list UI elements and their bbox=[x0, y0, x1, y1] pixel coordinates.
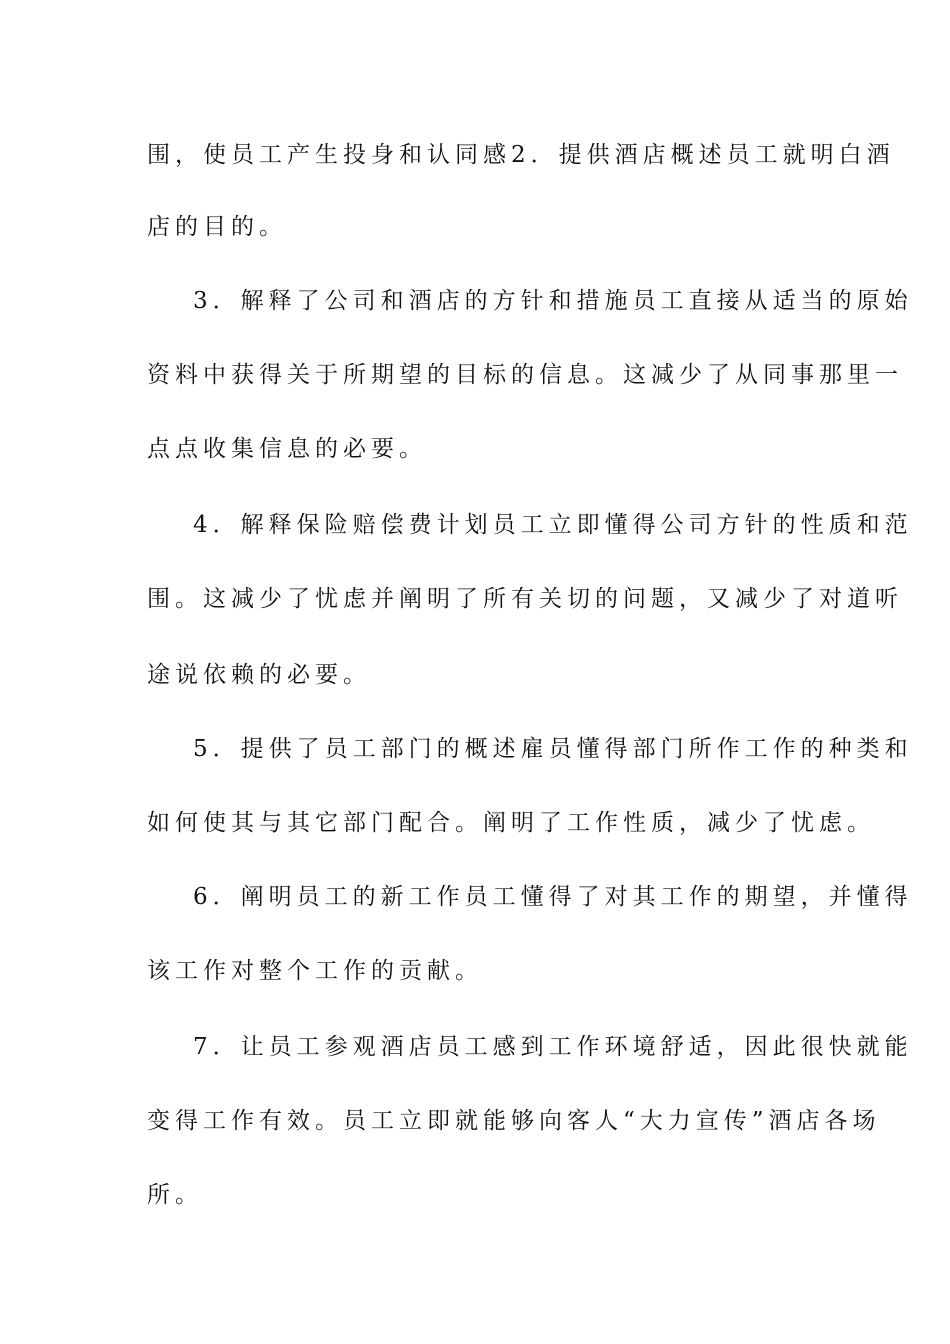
text-line: 4．解释保险赔偿费计划员工立即懂得公司方针的性质和范 bbox=[193, 512, 913, 538]
text-line: 3．解释了公司和酒店的方针和措施员工直接从适当的原始 bbox=[193, 288, 913, 314]
text-line: 途说依赖的必要。 bbox=[147, 662, 371, 688]
text-line: 围，使员工产生投身和认同感2．提供酒店概述员工就明白酒 bbox=[147, 142, 895, 168]
text-line: 所。 bbox=[147, 1182, 203, 1208]
text-line: 围。这减少了忧虑并阐明了所有关切的问题，又减少了对道听 bbox=[147, 586, 903, 612]
text-line: 变得工作有效。员工立即就能够向客人“大力宣传”酒店各场 bbox=[147, 1108, 881, 1134]
text-line: 5．提供了员工部门的概述雇员懂得部门所作工作的种类和 bbox=[193, 736, 913, 762]
text-line: 店的目的。 bbox=[147, 214, 287, 240]
text-line: 如何使其与其它部门配合。阐明了工作性质，减少了忧虑。 bbox=[147, 810, 875, 836]
text-line: 7．让员工参观酒店员工感到工作环境舒适，因此很快就能 bbox=[193, 1034, 913, 1060]
text-line: 资料中获得关于所期望的目标的信息。这减少了从同事那里一 bbox=[147, 362, 903, 388]
text-line: 点点收集信息的必要。 bbox=[147, 436, 427, 462]
text-line: 该工作对整个工作的贡献。 bbox=[147, 958, 483, 984]
text-line: 6．阐明员工的新工作员工懂得了对其工作的期望，并懂得 bbox=[193, 884, 913, 910]
